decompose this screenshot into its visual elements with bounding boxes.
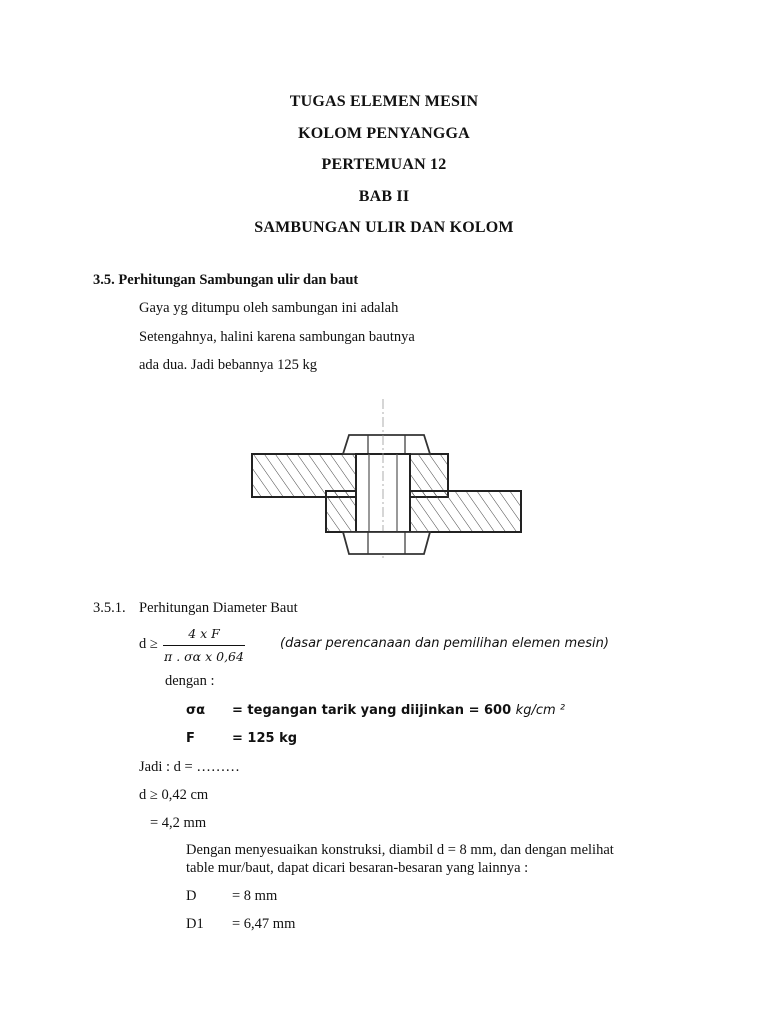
dim-d-value: = 8 mm (232, 888, 278, 904)
bolt-head (343, 435, 430, 454)
document-title-block (0, 86, 768, 244)
var-sigma-eq: = tegangan tarik yang diijinkan = 600 (232, 703, 512, 718)
section-heading: 3.5. Perhitungan Sambungan ulir dan baut (93, 272, 359, 288)
formula-denominator: π . σα x 0,64 (164, 649, 244, 664)
paragraph-line-3: ada dua. Jadi bebannya 125 kg (139, 357, 317, 373)
var-sigma-definition (232, 703, 565, 718)
dengan-label: dengan : (165, 673, 215, 689)
fraction-bar (163, 645, 245, 646)
dim-d1-value: = 6,47 mm (232, 916, 296, 932)
formula-numerator: 4 x F (188, 626, 220, 641)
title-line-5: SAMBUNGAN ULIR DAN KOLOM (254, 219, 514, 236)
paragraph-line-2: Setengahnya, halini karena sambungan bautnya (139, 329, 415, 345)
text-line-1: Dengan menyesuaikan konstruksi, diambil d = 8 mm, dan dengan melihat (186, 842, 614, 858)
title-line-3: PERTEMUAN 12 (321, 156, 447, 173)
dim-d-label: D (186, 888, 197, 904)
subsection-title: Perhitungan Diameter Baut (139, 600, 298, 616)
var-sigma-unit: kg/cm ² (515, 703, 565, 718)
nut (343, 532, 430, 554)
var-f-symbol: F (186, 731, 195, 746)
formula-fraction (163, 624, 245, 667)
paragraph-line-1: Gaya yg ditumpu oleh sambungan ini adalah (139, 300, 399, 316)
jadi-line: Jadi : d = ……… (139, 759, 240, 775)
var-f-eq: = 125 kg (232, 731, 298, 746)
title-line-2: KOLOM PENYANGGA (298, 124, 470, 142)
bolt-joint-diagram (246, 397, 528, 565)
title-line-4: BAB II (358, 187, 410, 205)
result-cm: d ≥ 0,42 cm (139, 787, 209, 803)
var-sigma-symbol: σα (186, 703, 206, 718)
result-mm: = 4,2 mm (150, 815, 207, 831)
dim-d1-label: D1 (186, 916, 204, 932)
formula-reference: (dasar perencanaan dan pemilihan elemen mesin) (280, 636, 609, 651)
text-line-2: table mur/baut, dapat dicari besaran-besaran yang lainnya : (186, 860, 529, 876)
title-line-1: TUGAS ELEMEN MESIN (289, 93, 479, 110)
formula-lhs: d ≥ (139, 636, 158, 652)
subsection-number: 3.5.1. (93, 600, 126, 616)
